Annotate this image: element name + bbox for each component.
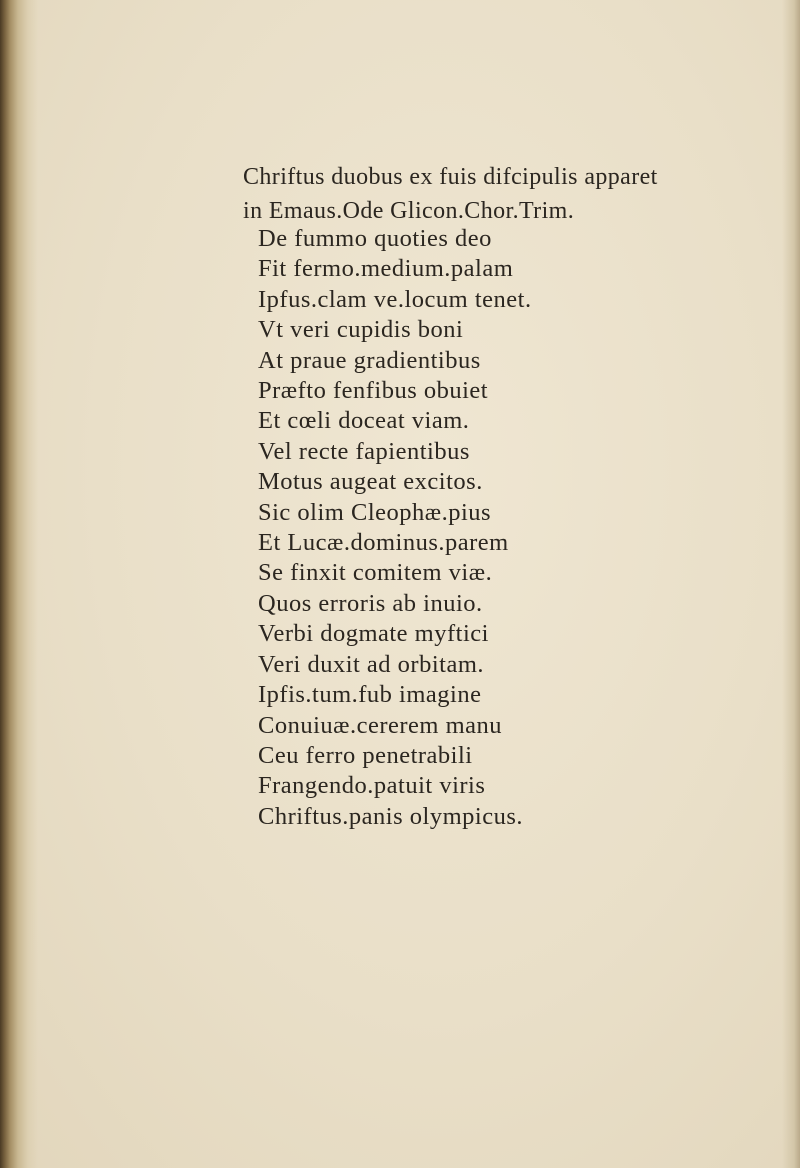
poem-line: Præfto fenfibus obuiet	[258, 377, 489, 405]
poem-line: De fummo quoties deo	[258, 225, 492, 252]
poem-line: Vt veri cupidis boni	[258, 316, 464, 344]
poem-line: Et Lucæ.dominus.parem	[258, 529, 509, 557]
poem-line: Verbi dogmate myftici	[258, 620, 489, 648]
poem-line: Se finxit comitem viæ.	[258, 559, 493, 587]
poem-line: Fit fermo.medium.palam	[258, 255, 514, 283]
poem-line: At praue gradientibus	[258, 346, 481, 374]
poem-line: Chriftus.panis olympicus.	[258, 802, 523, 830]
heading-line-2: in Emaus.Ode Glicon.Chor.Trim.	[243, 198, 575, 224]
poem-body	[258, 224, 738, 832]
poem-line: Ipfis.tum.fub imagine	[258, 681, 482, 709]
poem-line: Ceu ferro penetrabili	[258, 741, 473, 769]
poem-line: Et cœli doceat viam.	[258, 407, 470, 435]
poem-line: Veri duxit ad orbitam.	[258, 650, 485, 678]
poem-line: Vel recte fapientibus	[258, 437, 470, 465]
page-edge	[782, 0, 800, 1168]
poem-line: Ipfus.clam ve.locum tenet.	[258, 285, 532, 313]
poem-line: Frangendo.patuit viris	[258, 772, 486, 800]
poem-line: Motus augeat excitos.	[258, 468, 483, 496]
binding-gutter	[0, 0, 38, 1168]
poem-heading	[243, 160, 763, 228]
heading-line-1: Chriftus duobus ex fuis difcipulis apparet	[243, 164, 658, 190]
poem-line: Quos erroris ab inuio.	[258, 589, 483, 617]
poem-line: Sic olim Cleophæ.pius	[258, 498, 492, 526]
poem-line: Conuiuæ.cererem manu	[258, 711, 503, 739]
